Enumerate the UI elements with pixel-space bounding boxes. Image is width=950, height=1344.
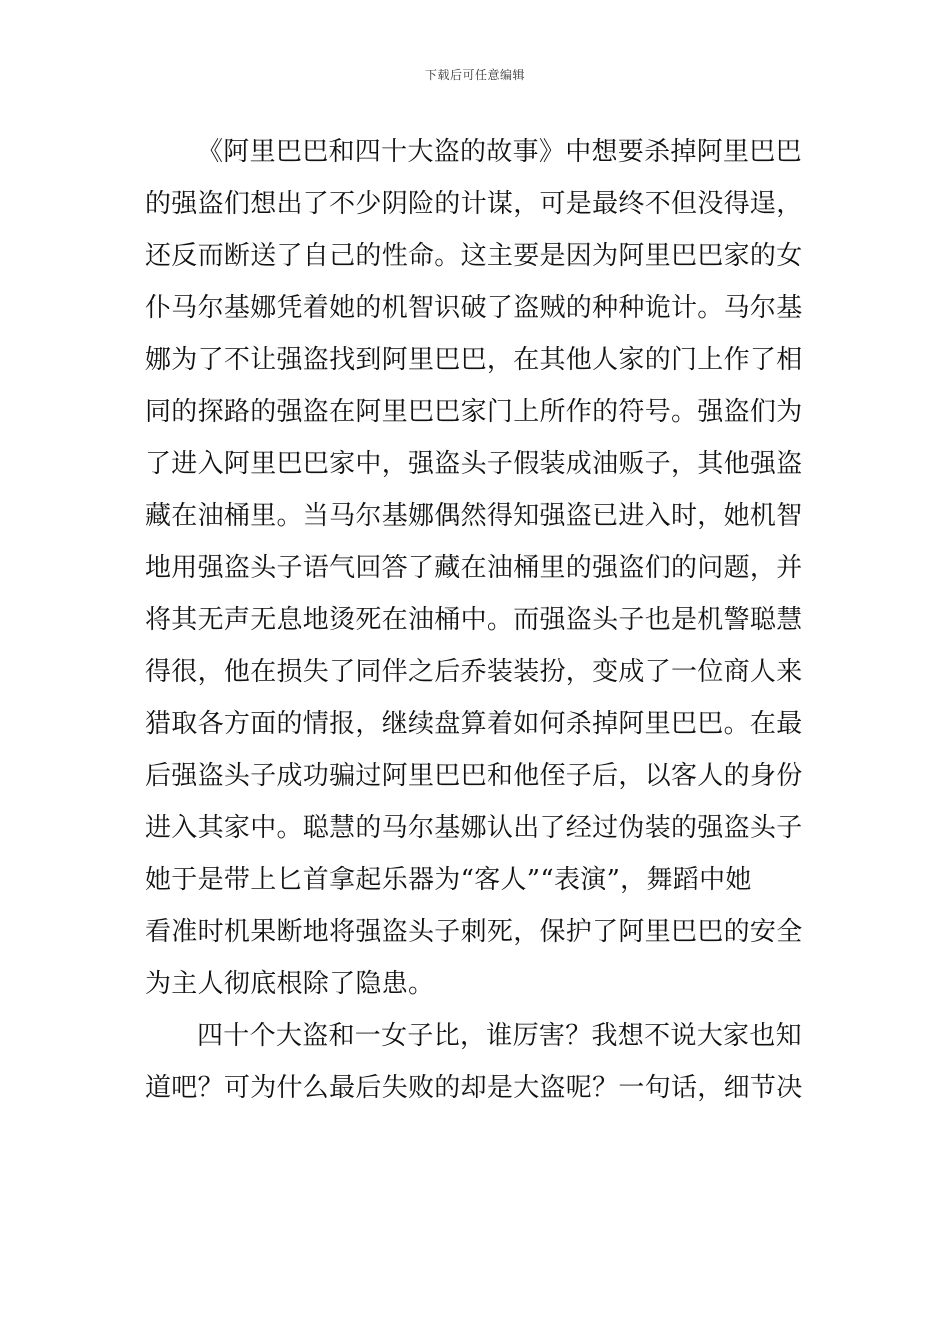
text-line: 看准时机果断地将强盗头子刺死，保护了阿里巴巴的安全 — [145, 917, 803, 947]
text-line: 了进入阿里巴巴家中，强盗头子假装成油贩子，其他强盗 — [145, 449, 803, 479]
text-line: 仆马尔基娜凭着她的机智识破了盗贼的种种诡计。马尔基 — [145, 293, 803, 323]
text-line: 地用强盗头子语气回答了藏在油桶里的强盗们的问题，并 — [145, 553, 803, 583]
text-line: 道吧？可为什么最后失败的却是大盗呢？一句话，细节决 — [145, 1073, 803, 1103]
page-header: 下载后可任意编辑 — [424, 68, 525, 82]
paragraph-1 — [145, 126, 810, 1010]
text-line: 猎取各方面的情报，继续盘算着如何杀掉阿里巴巴。在最 — [145, 709, 803, 739]
text-line: 娜为了不让强盗找到阿里巴巴，在其他人家的门上作了相 — [145, 345, 803, 375]
document-body — [145, 126, 810, 1114]
text-line: 《阿里巴巴和四十大盗的故事》中想要杀掉阿里巴巴 — [197, 137, 802, 167]
text-line: 进入其家中。聪慧的马尔基娜认出了经过伪装的强盗头子 — [145, 813, 803, 843]
text-line: 的强盗们想出了不少阴险的计谋，可是最终不但没得逞， — [145, 189, 803, 219]
text-line: 她于是带上匕首拿起乐器为“客人”“表演”，舞蹈中她 — [145, 865, 752, 895]
text-line: 还反而断送了自己的性命。这主要是因为阿里巴巴家的女 — [145, 241, 803, 271]
text-line: 四十个大盗和一女子比，谁厉害？我想不说大家也知 — [197, 1021, 802, 1051]
text-line: 得很，他在损失了同伴之后乔装装扮，变成了一位商人来 — [145, 657, 803, 687]
text-line: 同的探路的强盗在阿里巴巴家门上所作的符号。强盗们为 — [145, 397, 803, 427]
text-line: 将其无声无息地烫死在油桶中。而强盗头子也是机警聪慧 — [145, 605, 803, 635]
text-line: 后强盗头子成功骗过阿里巴巴和他侄子后，以客人的身份 — [145, 761, 803, 791]
text-line: 为主人彻底根除了隐患。 — [145, 969, 435, 999]
text-line: 藏在油桶里。当马尔基娜偶然得知强盗已进入时，她机智 — [145, 501, 803, 531]
paragraph-2 — [145, 1010, 810, 1114]
